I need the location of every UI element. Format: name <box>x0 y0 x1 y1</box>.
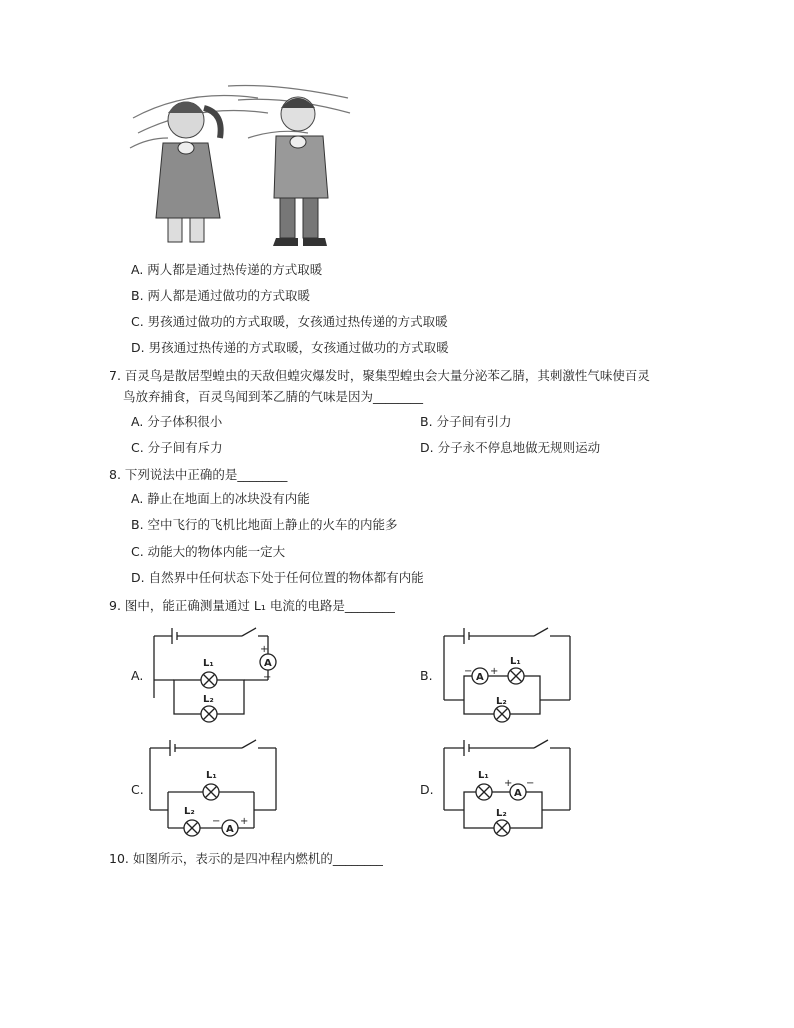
lamp-l1-label: L₁ <box>203 658 214 669</box>
circuit-c-diagram <box>146 736 286 840</box>
q7-option-c: C. 分子间有斥力 <box>131 440 223 455</box>
q7-option-d: D. 分子永不停息地做无规则运动 <box>420 440 601 455</box>
ammeter-minus: − <box>464 666 473 677</box>
q8-stem: 8. 下列说法中正确的是________ <box>109 467 288 482</box>
q8-option-d: D. 自然界中任何状态下处于任何位置的物体都有内能 <box>131 570 424 585</box>
circuit-b-diagram <box>440 624 580 724</box>
ammeter-label: A <box>476 672 484 683</box>
lamp-l1-label: L₁ <box>478 770 489 781</box>
lamp-l1-label: L₁ <box>206 770 217 781</box>
lamp-l1-label: L₁ <box>510 656 521 667</box>
ammeter-label: A <box>514 788 522 799</box>
q7-stem-line1: 7. 百灵鸟是散居型蝗虫的天敌但蝗灾爆发时，聚集型蝗虫会大量分泌苯乙腈，其刺激性气味使百灵 <box>109 368 650 383</box>
ammeter-label: A <box>264 658 272 669</box>
ammeter-plus: + <box>490 666 499 677</box>
q6-option-d: D. 男孩通过热传递的方式取暖，女孩通过做功的方式取暖 <box>131 340 449 355</box>
q6-option-b: B. 两人都是通过做功的方式取暖 <box>131 288 311 303</box>
ammeter-label: A <box>226 824 234 835</box>
q7-option-b: B. 分子间有引力 <box>420 414 512 429</box>
ammeter-plus: + <box>504 778 513 789</box>
q8-option-a: A. 静止在地面上的冰块没有内能 <box>131 491 310 506</box>
circuit-a-diagram <box>146 624 286 724</box>
q7-stem-line2: 鸟放弃捕食，百灵鸟闻到苯乙腈的气味是因为________ <box>123 389 424 404</box>
circuit-b-label: B. <box>420 668 433 683</box>
q6-option-c: C. 男孩通过做功的方式取暖，女孩通过热传递的方式取暖 <box>131 314 448 329</box>
circuit-c-label: C. <box>131 782 144 797</box>
q10-stem: 10. 如图所示，表示的是四冲程内燃机的________ <box>109 851 383 866</box>
lamp-l2-label: L₂ <box>203 694 214 705</box>
lamp-l2-label: L₂ <box>496 696 507 707</box>
ammeter-minus: − <box>212 816 221 827</box>
ammeter-minus: − <box>263 672 272 683</box>
q8-option-b: B. 空中飞行的飞机比地面上静止的火车的内能多 <box>131 517 398 532</box>
ammeter-plus: + <box>260 644 269 655</box>
ammeter-minus: − <box>526 778 535 789</box>
q9-stem: 9. 图中，能正确测量通过 L₁ 电流的电路是________ <box>109 598 395 613</box>
circuit-d-diagram <box>440 736 580 840</box>
children-warming-illustration <box>128 78 352 252</box>
q7-option-a: A. 分子体积很小 <box>131 414 223 429</box>
lamp-l2-label: L₂ <box>496 808 507 819</box>
circuit-d-label: D. <box>420 782 434 797</box>
q6-option-a: A. 两人都是通过热传递的方式取暖 <box>131 262 323 277</box>
circuit-a-label: A. <box>131 668 144 683</box>
ammeter-plus: + <box>240 816 249 827</box>
q8-option-c: C. 动能大的物体内能一定大 <box>131 544 286 559</box>
lamp-l2-label: L₂ <box>184 806 195 817</box>
